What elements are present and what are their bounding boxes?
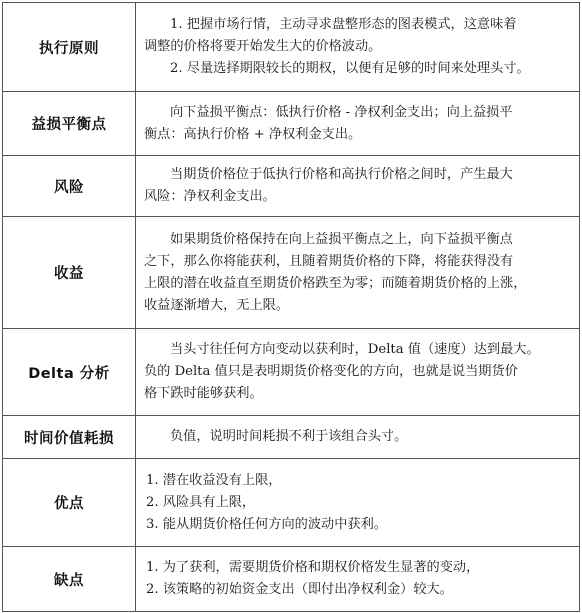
table-row-breakeven [3,92,580,156]
content-line: 负的 Delta 值只是表明期货价格变化的方向，也就是说当期货价 [144,364,518,379]
content-line: 负值，说明时间耗损不利于该组合头寸。 [170,429,408,444]
content-line: 收益逐渐增大，无上限。 [144,297,290,313]
content-line: 3. 能从期货价格任何方向的波动中获利。 [146,516,387,532]
row-label: 益损平衡点 [3,92,136,156]
content-line: 1. 潜在收益没有上限， [146,472,282,488]
content-line: 调整的价格将要开始发生大的价格波动。 [144,39,382,54]
content-line: 2. 尽量选择期限较长的期权，以便有足够的时间来处理头寸。 [170,61,530,76]
content-line: 上限的潜在收益直至期货价格跌至为零；而随着期货价格的上涨， [144,275,527,291]
strategy-table [2,2,580,612]
table-row-risk [3,156,580,217]
row-content [136,3,580,92]
content-line: 2. 该策略的初始资金支出（即付出净权利金）较大。 [146,582,453,597]
row-content [136,217,580,329]
row-content [136,156,580,217]
content-line: 风险：净权利金支出。 [144,189,276,204]
row-label: 执行原则 [3,3,136,92]
table-row-delta-analysis [3,329,580,416]
row-label: 缺点 [3,547,136,612]
table-row-profit [3,217,580,329]
content-line: 1. 为了获利，需要期货价格和期权价格发生显著的变动， [146,560,480,575]
row-content [136,329,580,416]
content-line: 1. 把握市场行情，主动寻求盘整形态的图表模式，这意味着 [170,17,517,32]
table-row-advantages [3,459,580,547]
content-line: 当期货价格位于低执行价格和高执行价格之间时，产生最大 [170,167,513,182]
table-row-execution-principle [3,3,580,92]
row-content [136,92,580,156]
content-line: 之下，那么你将能获利，且随着期货价格的下降，将能获得没有 [144,253,514,269]
row-label: Delta 分析 [3,329,136,416]
row-label: 优点 [3,459,136,547]
row-label: 风险 [3,156,136,217]
row-content [136,459,580,547]
content-line: 向下益损平衡点：低执行价格 - 净权利金支出；向上益损平 [170,104,513,120]
table-row-disadvantages [3,547,580,612]
row-content [136,547,580,612]
content-line: 格下跌时能够获利。 [144,386,263,401]
content-line: 2. 风险具有上限， [146,494,256,510]
row-content [136,416,580,459]
content-line: 如果期货价格保持在向上益损平衡点之上，向下益损平衡点 [170,231,513,247]
table-row-time-decay [3,416,580,459]
row-label: 收益 [3,217,136,329]
content-line: 当头寸往任何方向变动以获利时，Delta 值（速度）达到最大。 [170,342,540,357]
content-line: 衡点：高执行价格 + 净权利金支出。 [144,126,362,142]
row-label: 时间价值耗损 [3,416,136,459]
